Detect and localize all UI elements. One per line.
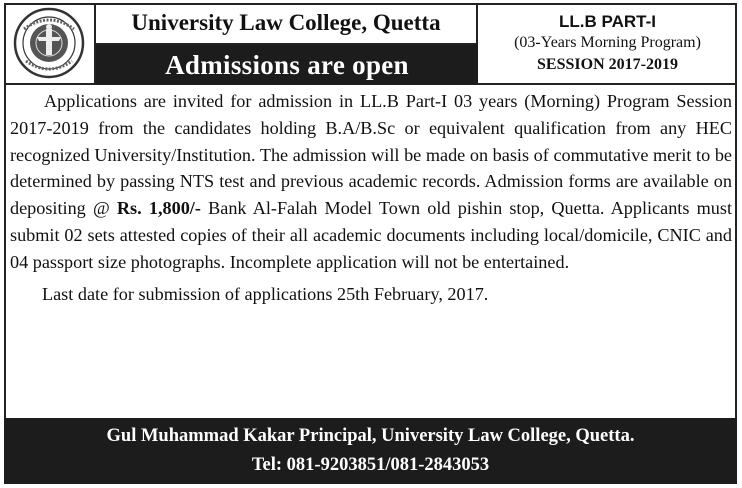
paragraph-text-after-fee: Bank Al-Falah Model Town old pishin stop, Quetta. Applicants must submit 02 sets attested copies of their all academic documents including local/domicile, CNIC and 04 passport size photographs. Incomplete application will not be entertained.: [10, 198, 732, 272]
paragraph-text-before-fee: Applications are invited for admission in LL.B Part-I 03 years (Morning) Program Session 2017-2019 from the candidates holding B.A/B.Sc or equivalent qualification from any HEC recognized University/Institution. The admission will be made on basis of commutative merit to be determined by passing NTS test and previous academic records. Admission forms are available on depositing @: [10, 91, 732, 219]
footer-banner: [4, 418, 737, 484]
program-title: LL.B PART-I: [559, 11, 656, 31]
last-date-line: Last date for submission of applications 25th February, 2017.: [42, 283, 489, 304]
college-name: University Law College, Quetta: [96, 3, 478, 45]
program-subtitle: (03-Years Morning Program): [514, 34, 701, 52]
admissions-banner: Admissions are open: [96, 45, 478, 85]
college-seal-icon: [10, 7, 88, 79]
logo-box: [4, 3, 96, 85]
advertisement-body: [10, 88, 732, 307]
program-box: [478, 3, 737, 85]
principal-line: Gul Muhammad Kakar Principal, University Law College, Quetta.: [106, 426, 635, 446]
telephone-line: Tel: 081-9203851/081-2843053: [251, 455, 490, 475]
program-session: SESSION 2017-2019: [537, 55, 678, 73]
fee-amount: Rs. 1,800/-: [116, 198, 201, 219]
main-paragraph: [10, 88, 732, 276]
